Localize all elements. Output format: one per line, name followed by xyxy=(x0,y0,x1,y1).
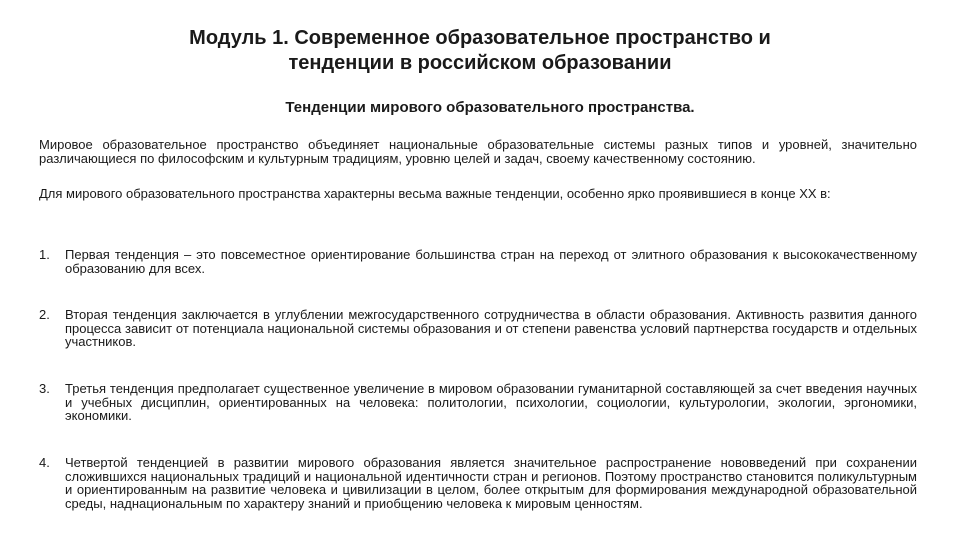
slide-title xyxy=(0,26,960,76)
trend-text: Четвертой тенденцией в развитии мирового образования является значительное распространение нововведений при сохранении сложившихся национальных традиций и национальной идентичности стран и регионов. Поэтому пространство становится поликультурным и ориентированным на развитие человека и цивилизации в целом, более открытым для формирования международной образовательной среды, наднациональным по характеру знаний и приобщению человека к мировым ценностям. xyxy=(65,455,917,511)
slide-title-line-2: тенденции в российском образовании xyxy=(288,52,672,74)
trend-number: 2. xyxy=(39,307,50,322)
intro-paragraph-1: Мировое образовательное пространство объединяет национальные образовательные системы разных типов и уровней, значительно различающиеся по философским и культурным традициям, уровню целей и задач, своему качественному состоянию. xyxy=(39,137,917,166)
trend-number: 3. xyxy=(39,381,50,396)
trend-item-1 xyxy=(39,248,917,275)
section-subtitle: Тенденции мирового образовательного пространства. xyxy=(285,99,695,116)
trend-text: Первая тенденция – это повсеместное ориентирование большинства стран на переход от элитного образования к высококачественному образованию для всех. xyxy=(65,247,917,276)
trend-item-3 xyxy=(39,382,917,423)
trend-number: 1. xyxy=(39,247,50,262)
trend-text: Третья тенденция предполагает существенное увеличение в мировом образовании гуманитарной составляющей за счет введения научных и учебных дисциплин, ориентированных на человека: политологии, психологии, социологии, культурологии, экологии, эргономики, экономики. xyxy=(65,381,917,423)
trend-item-4 xyxy=(39,456,917,510)
trend-text: Вторая тенденция заключается в углублении межгосударственного сотрудничества в области образования. Активность развития данного процесса зависит от потенциала национальной системы образования и от степени равенства условий партнерства государств и отдельных участников. xyxy=(65,307,917,349)
slide-title-line-1: Модуль 1. Современное образовательное пространство и xyxy=(189,27,771,49)
intro-paragraph-2: Для мирового образовательного пространства характерны весьма важные тенденции, особенно ярко проявившиеся в конце XX в: xyxy=(39,186,831,201)
trend-item-2 xyxy=(39,308,917,349)
trend-number: 4. xyxy=(39,455,50,470)
